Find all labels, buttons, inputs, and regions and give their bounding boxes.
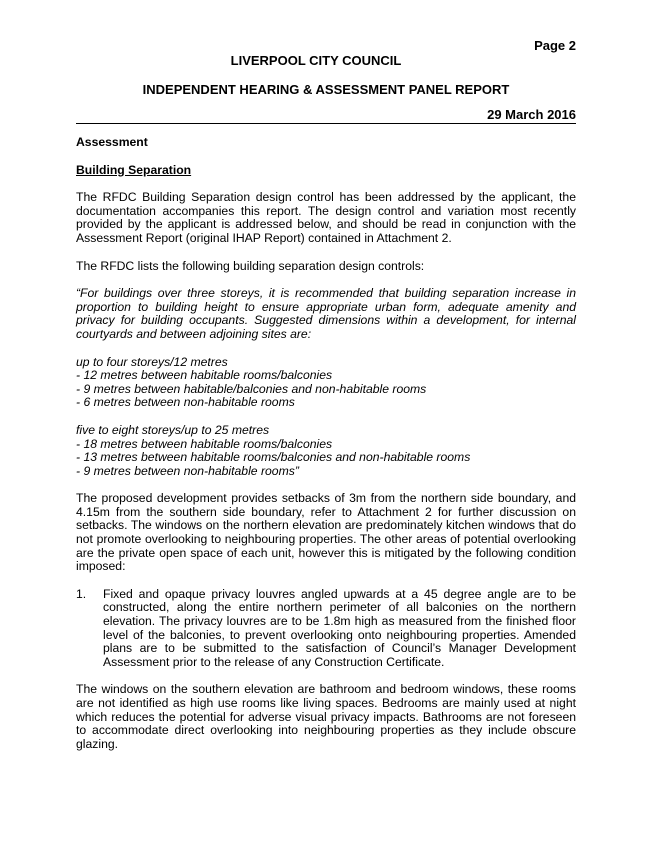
condition-text: Fixed and opaque privacy louvres angled upwards at a 45 degree angle are to be constructed, along the entire northern perimeter of all balconies on the northern elevation. The privacy louvres are to be 1.8m high as measured from the finished floor level of the balconies, to prevent overlooking onto neighbouring properties. Amended plans are to be submitted to the satisfaction of Council’s Manager Development Assessment prior to the release of any Construction Certificate.	[103, 586, 576, 669]
report-body	[76, 136, 576, 751]
subheading: Building Separation	[76, 162, 192, 177]
page-number: Page 2	[534, 38, 576, 53]
condition-number: 1.	[76, 586, 87, 601]
paragraph-intro: The RFDC Building Separation design control has been addressed by the applicant, the documentation accompanies this report. The design control and variation most recently provided by the applicant is addressed below, and should be read in conjunction with the Assessment Report (original IHAP Report) contained in Attachment 2.	[76, 190, 576, 245]
report-date: 29 March 2016	[487, 107, 576, 122]
control-group-2	[76, 424, 576, 478]
paragraph-setbacks: The proposed development provides setbacks of 3m from the northern side boundary, and 4.15m from the southern side boundary, refer to Attachment 2 for further discussion on setbacks. The windows on the northern elevation are predominately kitchen windows that do not promote overlooking to neighbouring properties. The other areas of potential overlooking are the private open space of each unit, however this is mitigated by the following condition imposed:	[76, 491, 576, 574]
control-item: - 6 metres between non-habitable rooms	[76, 395, 295, 410]
control-item: - 9 metres between non-habitable rooms”	[76, 463, 299, 478]
control-item: - 9 metres between habitable/balconies and non-habitable rooms	[76, 381, 427, 396]
control-item: - 12 metres between habitable rooms/balconies	[76, 368, 333, 383]
condition-item	[76, 588, 576, 670]
control-group-1	[76, 356, 576, 410]
section-heading: Assessment	[76, 135, 148, 149]
control-group-title: up to four storeys/12 metres	[76, 354, 228, 369]
report-title: INDEPENDENT HEARING & ASSESSMENT PANEL REPORT	[142, 82, 510, 97]
control-item: - 18 metres between habitable rooms/balconies	[76, 436, 333, 451]
header-divider	[76, 123, 576, 124]
control-group-title: five to eight storeys/up to 25 metres	[76, 422, 270, 437]
paragraph-controls-intro: The RFDC lists the following building separation design controls:	[76, 258, 425, 273]
paragraph-southern-elevation: The windows on the southern elevation are bathroom and bedroom windows, these rooms are not identified as high use rooms like living spaces. Bedrooms are mainly used at night which reduces the potential for adverse visual privacy impacts. Bathrooms are not foreseen to accommodate direct overlooking into neighbouring properties as they include obscure glazing.	[76, 682, 576, 751]
quote-paragraph: “For buildings over three storeys, it is recommended that building separation increase in proportion to building height to ensure appropriate urban form, adequate amenity and privacy for building occupants. Suggested dimensions within a development, for internal courtyards and between adjoining sites are:	[76, 286, 576, 341]
control-item: - 13 metres between habitable rooms/balconies and non-habitable rooms	[76, 450, 471, 465]
organization-name: LIVERPOOL CITY COUNCIL	[230, 53, 402, 68]
